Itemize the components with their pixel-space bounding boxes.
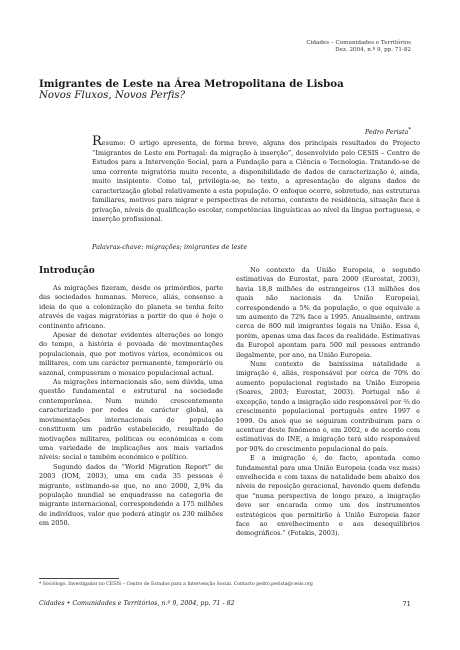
paragraph: Apesar de denotar evidentes alterações ao longo do tempo, a história é povoada de movimentações populacionais, que por motivos vários, económicos ou militares, com um carácter permanente, temporário ou sazonal, compuseram o mosaico populacional actual. xyxy=(39,331,223,377)
abstract-text: O artigo apresenta, de forma breve, alguns dos principais resultados do Projecto “Imigrantes de Leste em Portugal: da migração à inserção”, desenvolvido pelo CESIS – Centro de Estudos para a Intervenção Social, para a Fundação para a Ciência e Tecnologia. Tratando-se de uma corrente migratória muito recente, a disponibilidade de dados de caracterização é, ainda, muito insipiente. Como tal, privilegia-se, no texto, a apresentação de alguns dados de caracterização global relativamente a esta população. O enfoque ocorre, sobretudo, nas estruturas familiares, motivos para migrar e perspectivas de retorno, contexto de residência, situação face à privação, níveis de qualificação escolar, competências linguísticas ao nível da língua portuguesa, e inserção profissional. xyxy=(92,139,420,223)
paragraph: E a imigração é, de facto, apontada como fundamental para uma União Europeia (cada vez mais) envelhecida e com taxas de natalidade bem abaixo dos níveis de reposição geracional, havendo quem defenda que “numa perspectiva de longo prazo, a imigração deve ser encarada como um dos instrumentos estratégicos que permitirão à União Europeia fazer face ao envelhecimento e aos desequilíbrios demográficos.” (Fotakis, 2003). xyxy=(236,454,420,538)
running-head xyxy=(306,40,411,54)
footnote: * Sociólogo. Investigador no CESIS – Centro de Estudos para a Intervenção Social. Contacto pedro.perista@cesis.org xyxy=(39,582,313,587)
issue-info: Dez. 2004, n.º 9, pp. 71-82 xyxy=(335,47,411,53)
keywords: Palavras-chave: migrações; imigrantes de leste xyxy=(92,243,248,251)
article-title: Imigrantes de Leste na Área Metropolitana de Lisboa xyxy=(39,78,344,90)
paragraph: As migrações internacionais são, sem dúvida, uma questão fundamental e estrutural na sociedade contemporânea. Num mundo crescentemente caracterizado por redes de carácter global, as movimentações internacionais de população constituem um padrão estabelecido, resultado de motivações militares, políticas ou económicas e com uma variedade de implicações aos mais variados níveis: social e também económico e político. xyxy=(39,378,223,462)
journal-name: Cidades – Comunidades e Territórios xyxy=(306,40,411,46)
article-subtitle: Novos Fluxos, Novos Perfis? xyxy=(39,90,186,101)
paragraph: Segundo dados do “World Migration Report” de 2003 (IOM, 2003), uma em cada 35 pessoas é migrante, estimando-se que, no ano 2000, 2,9% da população mundial se enquadrasse na categoria de migrante internacional, correspondendo a 175 milhões de indivíduos, valor que poderá atingir os 230 milhões em 2050. xyxy=(39,462,223,528)
paragraph: Num contexto de baixíssima natalidade a imigração é, aliás, responsável por cerca de 70% do aumento populacional registado na União Europeia (Soares, 2003; Eurostat, 2003). Portugal não é excepção, tendo a imigração sido responsável por ⅔ do crescimento populacional português entre 1997 e 1999. Os anos que se seguiram contribuíram para o acentuar deste fenómeno e, em 2002, e de acordo com estimativas do INE, a imigração terá sido responsável por 90% do crescimento populacional do país. xyxy=(236,360,420,453)
paragraph: No contexto da União Europeia, e segundo estimativas do Eurostat, para 2000 (Eurostat, 2003), havia 18,8 milhões de estrangeiros (13 milhões dos quais não nacionais da União Europeia), correspondendo a 5% da população, o que equivale a um aumento de 72% face a 1995. Anualmente, entram cerca de 800 mil imigrantes legais na União. Essa é, porém, apenas uma das faces da realidade. Estimativas da Europol apontam para 500 mil pessoas entrando ilegalmente, por ano, na União Europeia. xyxy=(236,266,420,359)
paragraph: As migrações fizeram, desde os primórdios, parte das sociedades humanas. Merece, aliás, consenso a ideia de que a colonização do planeta se tenha feito através de vagas migratórias a partir do que é hoje o continente africano. xyxy=(39,284,223,330)
footer-citation: Cidades • Comunidades e Territórios, n.º 9, 2004, pp. 71 - 82 xyxy=(39,600,235,607)
author-footnote-mark: * xyxy=(408,127,411,133)
left-column xyxy=(39,284,223,529)
footnote-rule xyxy=(39,578,119,579)
abstract-dropcap: R xyxy=(92,134,102,149)
right-column xyxy=(236,266,420,539)
abstract-label: esumo: xyxy=(101,139,126,147)
author-line xyxy=(365,127,411,136)
abstract xyxy=(92,134,420,225)
page-number: 71 xyxy=(402,600,411,608)
author-name: Pedro Perista xyxy=(364,128,409,137)
section-heading: Introdução xyxy=(39,266,95,276)
